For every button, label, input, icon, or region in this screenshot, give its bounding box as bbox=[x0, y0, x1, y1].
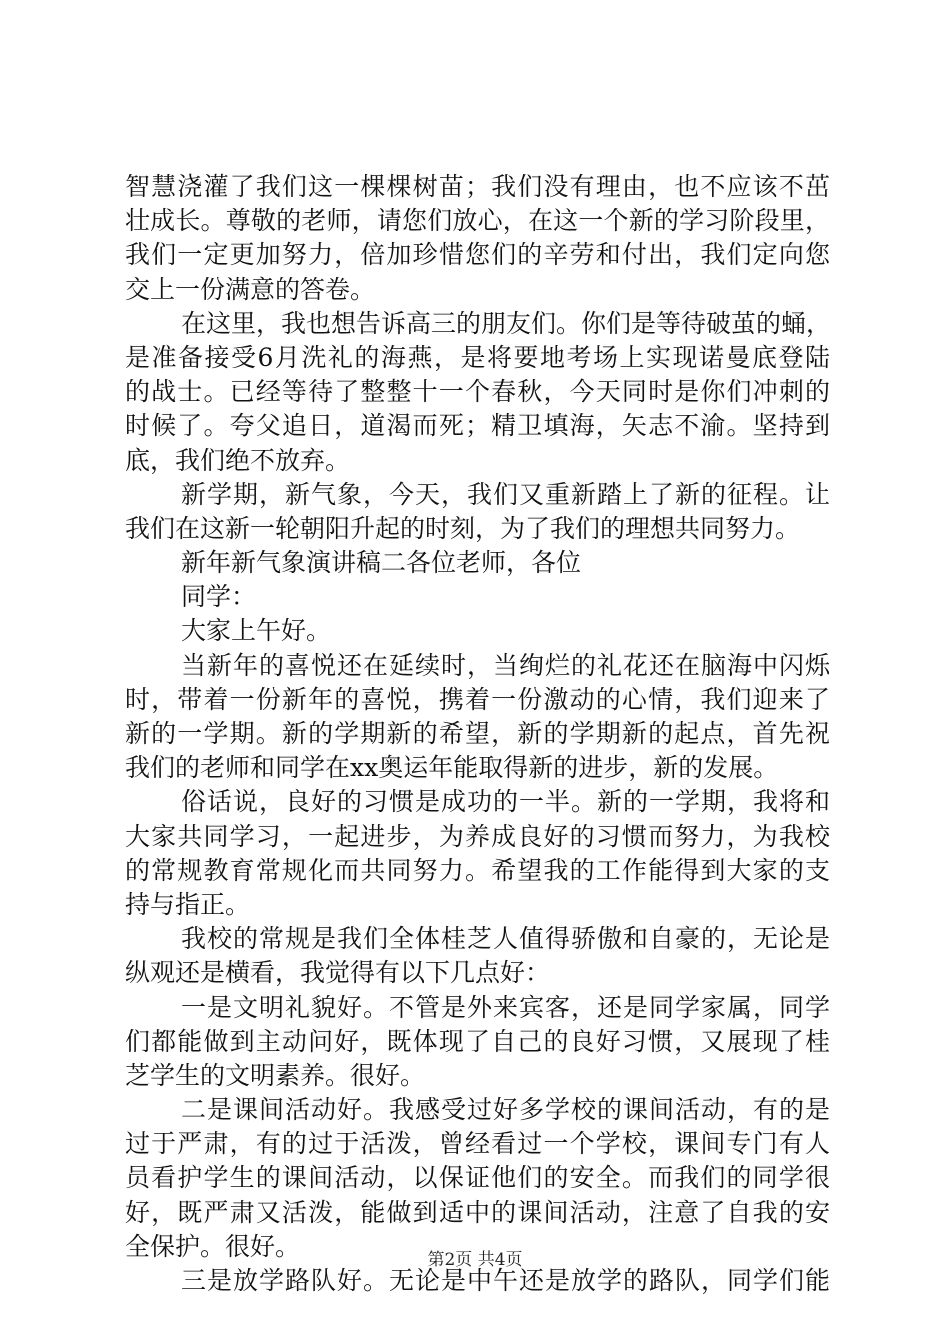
text-line: 好，既严肃又活泼，能做到适中的课间活动，注意了自我的安 bbox=[125, 1197, 830, 1227]
text-line: 一是文明礼貌好。不管是外来宾客，还是同学家属，同学 bbox=[181, 992, 830, 1022]
text-line: 同学： bbox=[181, 582, 257, 612]
text-line: 当新年的喜悦还在延续时，当绚烂的礼花还在脑海中闪烁 bbox=[181, 650, 830, 680]
text-line: 我们的老师和同学在xx奥运年能取得新的进步，新的发展。 bbox=[125, 753, 779, 783]
text-line: 交上一份满意的答卷。 bbox=[125, 274, 376, 304]
text-line: 我们在这新一轮朝阳升起的时刻，为了我们的理想共同努力。 bbox=[125, 513, 801, 543]
text-line: 的战士。已经等待了整整十一个春秋，今天同时是你们冲刺的 bbox=[125, 377, 830, 407]
text-line: 是准备接受6月洗礼的海燕，是将要地考场上实现诺曼底登陆 bbox=[125, 342, 830, 372]
page-footer: 第2页 共4页 bbox=[427, 1250, 523, 1270]
text-line: 三是放学路队好。无论是中午还是放学的路队，同学们能 bbox=[181, 1266, 830, 1295]
text-line: 我们一定更加努力，倍加珍惜您们的辛劳和付出，我们定向您 bbox=[125, 240, 830, 270]
text-line: 芝学生的文明素养。很好。 bbox=[125, 1060, 426, 1090]
text-line: 过于严肃，有的过于活泼，曾经看过一个学校，课间专门有人 bbox=[125, 1129, 830, 1159]
text-line: 新学期，新气象，今天，我们又重新踏上了新的征程。让 bbox=[181, 479, 830, 509]
text-line: 纵观还是横看，我觉得有以下几点好： bbox=[125, 958, 551, 988]
text-line: 新的一学期。新的学期新的希望，新的学期新的起点，首先祝 bbox=[125, 719, 830, 748]
text-line: 时候了。夸父追日，道渴而死；精卫填海，矢志不渝。坚持到 bbox=[125, 411, 830, 441]
document-body bbox=[125, 170, 830, 1298]
text-line: 员看护学生的课间活动，以保证他们的安全。而我们的同学很 bbox=[125, 1163, 830, 1193]
text-line: 壮成长。尊敬的老师，请您们放心，在这一个新的学习阶段里， bbox=[125, 206, 830, 236]
text-line: 们都能做到主动问好，既体现了自己的良好习惯，又展现了桂 bbox=[125, 1026, 830, 1056]
text-line: 全保护。很好。 bbox=[125, 1231, 301, 1261]
text-line: 的常规教育常规化而共同努力。希望我的工作能得到大家的支 bbox=[125, 855, 830, 885]
text-line: 新年新气象演讲稿二各位老师，各位 bbox=[181, 548, 582, 578]
text-line: 在这里，我也想告诉高三的朋友们。你们是等待破茧的蛹， bbox=[181, 308, 832, 338]
text-line: 二是课间活动好。我感受过好多学校的课间活动，有的是 bbox=[181, 1095, 830, 1125]
text-line: 时，带着一份新年的喜悦，携着一份激动的心情，我们迎来了 bbox=[125, 684, 830, 714]
text-line: 大家共同学习，一起进步，为养成良好的习惯而努力，为我校 bbox=[125, 821, 830, 851]
text-line: 俗话说，良好的习惯是成功的一半。新的一学期，我将和 bbox=[181, 787, 830, 817]
text-line: 底，我们绝不放弃。 bbox=[125, 445, 351, 475]
text-line: 持与指正。 bbox=[125, 889, 251, 919]
text-line: 我校的常规是我们全体桂芝人值得骄傲和自豪的，无论是 bbox=[181, 924, 830, 954]
text-line: 智慧浇灌了我们这一棵棵树苗；我们没有理由，也不应该不茁 bbox=[125, 172, 830, 201]
text-line: 大家上午好。 bbox=[181, 616, 332, 646]
